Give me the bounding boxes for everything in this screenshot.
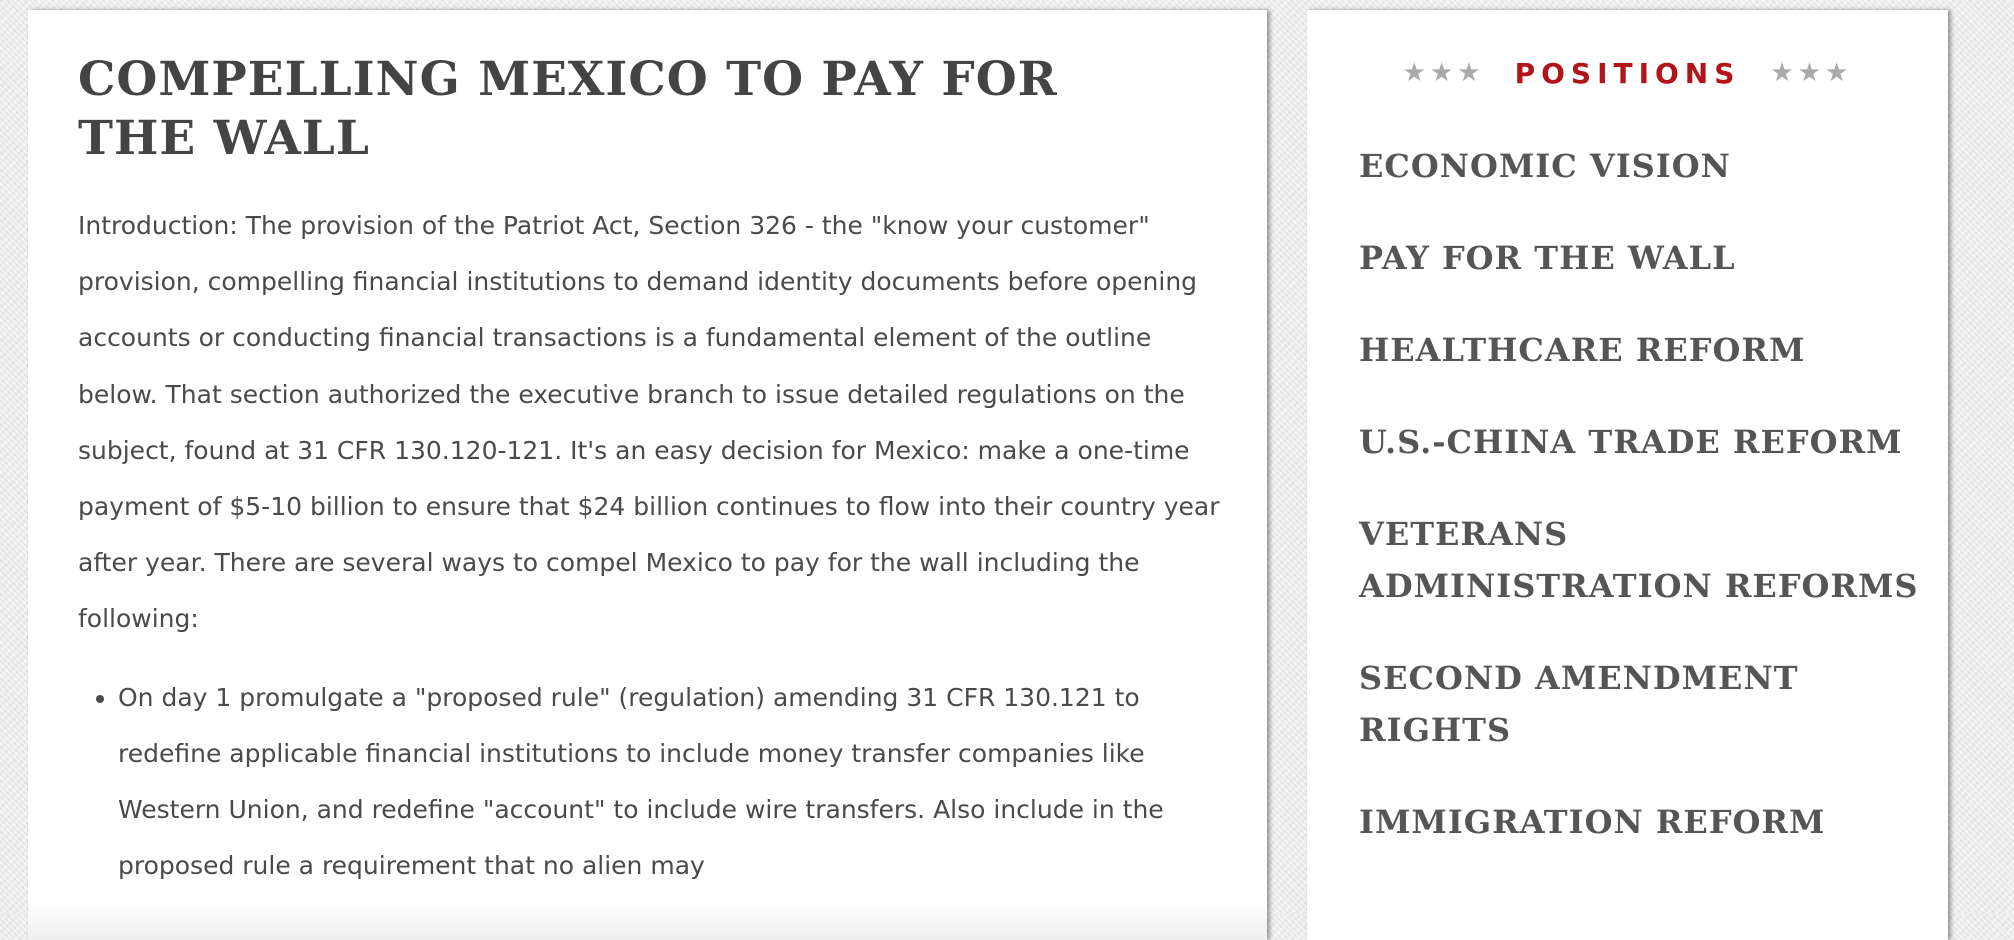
sidebar-title: POSITIONS [1514,56,1741,90]
star-icons-right: ★★★ [1770,58,1853,88]
star-icons-left: ★★★ [1402,58,1485,88]
nav-item-pay-for-the-wall[interactable]: PAY FOR THE WALL [1359,239,1736,277]
bullet-list [78,670,1238,895]
article-title: COMPELLING MEXICO TO PAY FOR THE WALL [78,52,1058,166]
bullet-item: • On day 1 promulgate a "proposed rule" (regulation) amending 31 CFR 130.121 to redefine applicable financial institutions to include money transfer companies like Western Union, and redefine "account" to include wire transfers. Also include in the proposed rule a requirement that no alien may [118,670,1238,895]
bottom-fade [28,900,1267,940]
nav-item-us-china-trade-reform[interactable]: U.S.-CHINA TRADE REFORM [1359,423,1903,461]
nav-item-immigration-reform[interactable]: IMMIGRATION REFORM [1359,803,1826,841]
nav-item-economic-vision[interactable]: ECONOMIC VISION [1359,147,1731,185]
article-panel [28,10,1267,940]
article-intro: Introduction: The provision of the Patriot Act, Section 326 - the "know your customer" provision, compelling financial institutions to demand identity documents before opening accounts or conducting financial transactions is a fundamental element of the outline below. That section authorized the executive branch to issue detailed regulations on the subject, found at 31 CFR 130.120-121. It's an easy decision for Mexico: make a one-time payment of $5-10 billion to ensure that $24 billion continues to flow into their country year after year. There are several ways to compel Mexico to pay for the wall including the following: [78,211,1220,634]
nav-item-second-amendment-rights[interactable]: SECOND AMENDMENT RIGHTS [1359,659,1799,749]
nav-item-veterans-administration-reforms[interactable]: VETERANS ADMINISTRATION REFORMS [1359,515,1919,605]
sidebar-header [1307,48,1948,98]
positions-sidebar [1307,10,1948,940]
positions-nav [1359,140,1948,848]
nav-item-healthcare-reform[interactable]: HEALTHCARE REFORM [1359,331,1806,369]
